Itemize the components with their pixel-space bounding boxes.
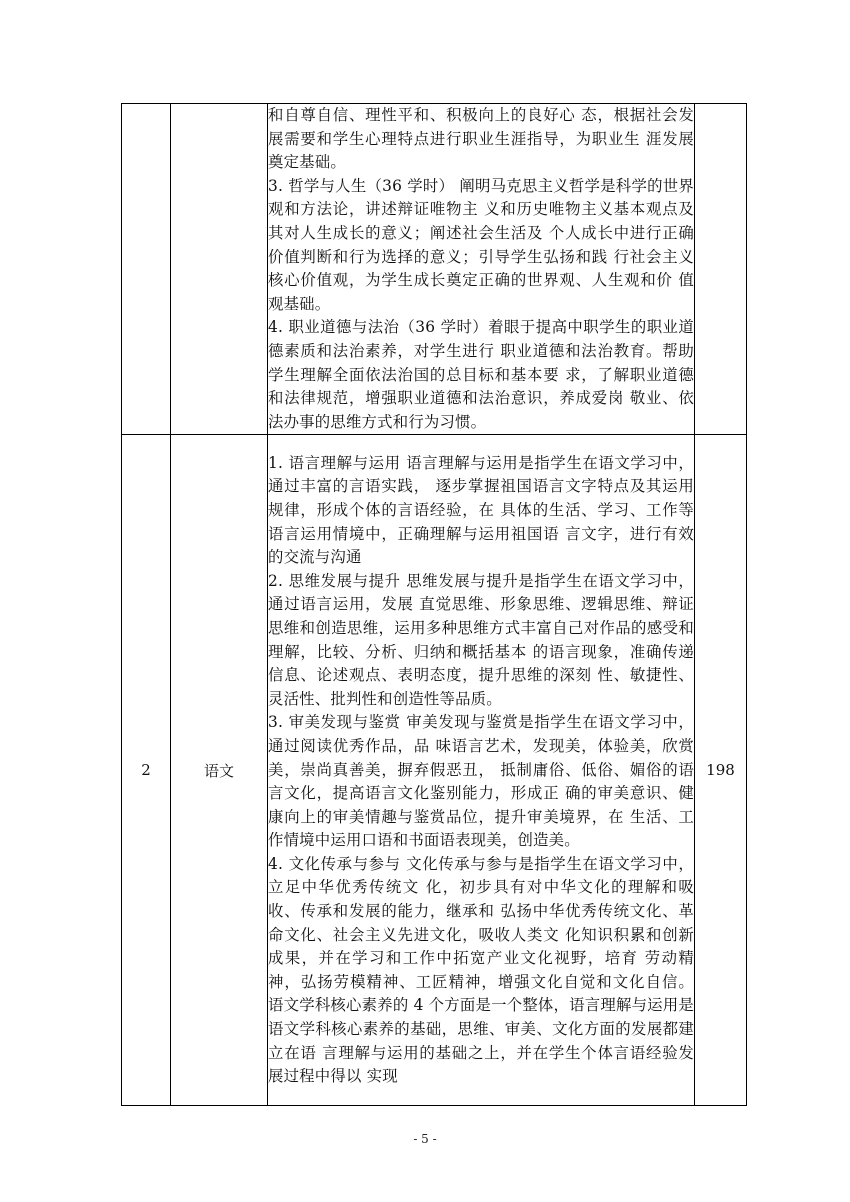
row-number-cell: 2 [122, 435, 171, 1106]
content-paragraph: 3. 审美发现与鉴赏 审美发现与鉴赏是指学生在语文学习中，通过阅读优秀作品，品 味语言艺术，发现美，体验美，欣赏美，崇尚真善美，摒弃假恶丑， 抵制庸俗、低俗、媚俗的语言文化，提高语言文化鉴别能力，形成正 确的审美意识、健康向上的审美情趣与鉴赏品位，提升审美境界，在 生活、工作情境中运用口语和书面语表现美，创造美。 [268, 713, 694, 850]
content-paragraph: 4. 职业道德与法治（36 学时）着眼于提高中职学生的职业道德素质和法治素养，对学生进行 职业道德和法治教育。帮助学生理解全面依法治国的总目标和基本要 求，了解职业道德和法律规范，增强职业道德和法治意识，养成爱岗 敬业、依法办事的思维方式和行为习惯。 [268, 318, 694, 431]
course-name-cell: 语文 [171, 435, 268, 1106]
content-paragraph: 和自尊自信、理性平和、积极向上的良好心 态，根据社会发展需要和学生心理特点进行职业生涯指导，为职业生 涯发展奠定基础。 [268, 106, 694, 172]
course-name-cell [171, 104, 268, 435]
class-hours-cell: 198 [695, 435, 747, 1106]
course-content-cell [268, 435, 695, 1106]
content-paragraph: 1. 语言理解与运用 语言理解与运用是指学生在语文学习中，通过丰富的言语实践， 逐步掌握祖国语言文字特点及其运用规律，形成个体的言语经验，在 具体的生活、学习、工作等语言运用情境中，正确理解与运用祖国语 言文字，进行有效的交流与沟通 [268, 453, 694, 567]
table-row [122, 435, 747, 1106]
course-table [121, 103, 747, 1106]
content-paragraph: 3. 哲学与人生（36 学时） 阐明马克思主义哲学是科学的世界观和方法论，讲述辩证唯物主 义和历史唯物主义基本观点及其对人生成长的意义；阐述社会生活及 个人成长中进行正确价值判断和行为选择的意义；引导学生弘扬和践 行社会主义核心价值观，为学生成长奠定正确的世界观、人生观和价 值观基础。 [268, 176, 694, 313]
content-paragraph: 4. 文化传承与参与 文化传承与参与是指学生在语文学习中，立足中华优秀传统文 化，初步具有对中华文化的理解和吸收、传承和发展的能力，继承和 弘扬中华优秀传统文化、革命文化、社会主义先进文化，吸收人类文 化知识积累和创新成果，并在学习和工作中拓宽产业文化视野，培育 劳动精神，弘扬劳模精神、工匠精神，增强文化自觉和文化自信。 语文学科核心素养的 4 个方面是一个整体，语言理解与运用是 语文学科核心素养的基础，思维、审美、文化方面的发展都建立在语 言理解与运用的基础之上，并在学生个体言语经验发展过程中得以 实现 [268, 854, 694, 1086]
page-number: - 5 - [413, 1132, 437, 1146]
table-row [122, 104, 747, 435]
course-content-cell [268, 104, 695, 435]
class-hours-cell [695, 104, 747, 435]
content-paragraph: 2. 思维发展与提升 思维发展与提升是指学生在语文学习中，通过语言运用，发展 直觉思维、形象思维、逻辑思维、辩证思维和创造思维，运用多种思维方式丰富自己对作品的感受和理解，比较、分析、归纳和概括基本 的语言现象，准确传递信息、论述观点、表明态度，提升思维的深刻 性、敏捷性、灵活性、批判性和创造性等品质。 [268, 571, 694, 708]
row-number-cell [122, 104, 171, 435]
